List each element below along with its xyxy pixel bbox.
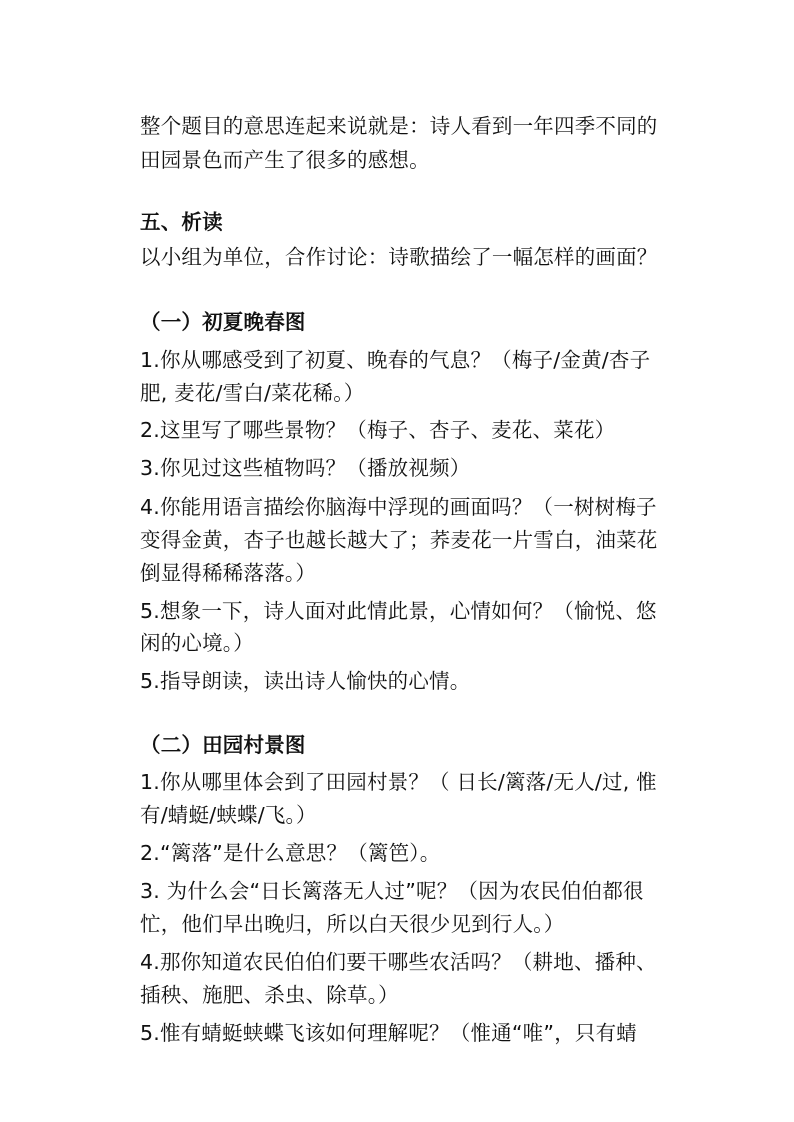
part2-line-2: 有/蜻蜓/蛱蝶/飞。） — [140, 803, 317, 827]
part1-line-8: 5.想象一下，诗人面对此情此景，心情如何？（愉悦、悠 — [140, 599, 657, 623]
part1-line-4: 3.你见过这些植物吗？（播放视频） — [140, 456, 471, 480]
part1-heading: （一）初夏晚春图 — [140, 310, 306, 334]
part2-line-5: 忙，他们早出晚归，所以白天很少见到行人。） — [140, 912, 565, 936]
part1-line-7: 倒显得稀稀落落。） — [140, 561, 317, 585]
section-heading-analysis: 五、析读 — [140, 210, 223, 234]
part1-line-1: 1.你从哪感受到了初夏、晚春的气息？（梅子/金黄/杏子 — [140, 348, 651, 372]
intro-line-1: 整个题目的意思连起来说就是：诗人看到一年四季不同的 — [140, 114, 658, 138]
part2-line-4: 3. 为什么会“日长篱落无人过”呢？（因为农民伯伯都很 — [140, 879, 644, 903]
part2-heading: （二）田园村景图 — [140, 733, 306, 757]
part1-line-10: 5.指导朗读，读出诗人愉快的心情。 — [140, 669, 471, 693]
part2-line-6: 4.那你知道农民伯伯们要干哪些农活吗？（耕地、播种、 — [140, 950, 657, 974]
part2-line-8: 5.惟有蜻蜓蛱蝶飞该如何理解呢？（惟通“唯”，只有蜻 — [140, 1021, 637, 1045]
part2-line-7: 插秧、施肥、杀虫、除草。） — [140, 983, 399, 1007]
part1-line-9: 闲的心境。） — [140, 631, 254, 655]
part2-line-3: 2.“篱落”是什么意思？（篱笆）。 — [140, 841, 441, 865]
intro-line-2: 田园景色而产生了很多的感想。 — [140, 148, 430, 172]
part2-line-1: 1.你从哪里体会到了田园村景？（ 日长/篱落/无人/过, 惟 — [140, 770, 657, 794]
part1-line-5: 4.你能用语言描绘你脑海中浮现的画面吗？（一树树梅子 — [140, 495, 657, 519]
part1-line-2: 肥, 麦花/雪白/菜花稀。） — [140, 381, 365, 405]
discussion-prompt: 以小组为单位，合作讨论：诗歌描绘了一幅怎样的画面？ — [140, 245, 658, 269]
part1-line-6: 变得金黄，杏子也越长越大了；荞麦花一片雪白，油菜花 — [140, 528, 658, 552]
part1-line-3: 2.这里写了哪些景物？（梅子、杏子、麦花、菜花） — [140, 418, 616, 442]
